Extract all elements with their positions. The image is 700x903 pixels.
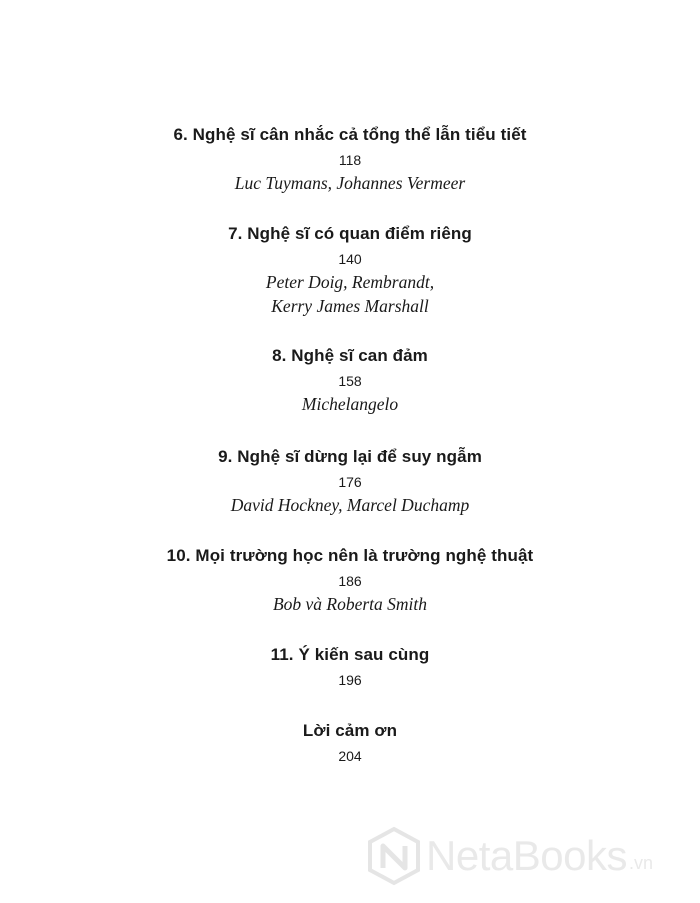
chapter-title: 10. Mọi trường học nên là trường nghệ thuật (166, 546, 534, 565)
chapter-title: 7. Nghệ sĩ có quan điểm riêng (228, 224, 472, 243)
page-number: 186 (338, 573, 362, 589)
chapter-title: 11. Ý kiến sau cùng (270, 645, 430, 664)
watermark-suffix: .vn (628, 852, 653, 873)
page-number: 176 (338, 474, 362, 490)
artist-names: Peter Doig, Rembrandt, (265, 272, 435, 292)
toc-entry-9 (0, 446, 700, 517)
toc-entry-6 (0, 124, 700, 195)
table-of-contents (0, 124, 700, 766)
chapter-title: Lời cảm ơn (302, 721, 398, 740)
toc-entry-11 (0, 644, 700, 690)
toc-entry-acknowledgements (0, 720, 700, 766)
artist-names: Michelangelo (301, 394, 399, 414)
artist-names: David Hockney, Marcel Duchamp (230, 495, 470, 515)
page-number: 140 (338, 251, 362, 267)
page-number: 204 (338, 748, 362, 764)
toc-entry-8 (0, 345, 700, 416)
artist-names: Luc Tuymans, Johannes Vermeer (234, 173, 466, 193)
toc-entry-7 (0, 223, 700, 318)
chapter-title: 8. Nghệ sĩ can đảm (272, 346, 428, 365)
artist-names: Kerry James Marshall (271, 296, 429, 316)
chapter-title: 6. Nghệ sĩ cân nhắc cả tổng thể lẫn tiểu tiết (173, 125, 527, 144)
hexagon-n-logo-icon (366, 826, 422, 886)
chapter-title: 9. Nghệ sĩ dừng lại để suy ngẫm (218, 447, 482, 466)
page-number: 118 (338, 152, 362, 168)
watermark (366, 826, 653, 886)
toc-entry-10 (0, 545, 700, 616)
artist-names: Bob và Roberta Smith (272, 594, 428, 614)
watermark-brand: NetaBooks (426, 832, 627, 879)
page-number: 196 (338, 672, 362, 688)
page-number: 158 (338, 373, 362, 389)
